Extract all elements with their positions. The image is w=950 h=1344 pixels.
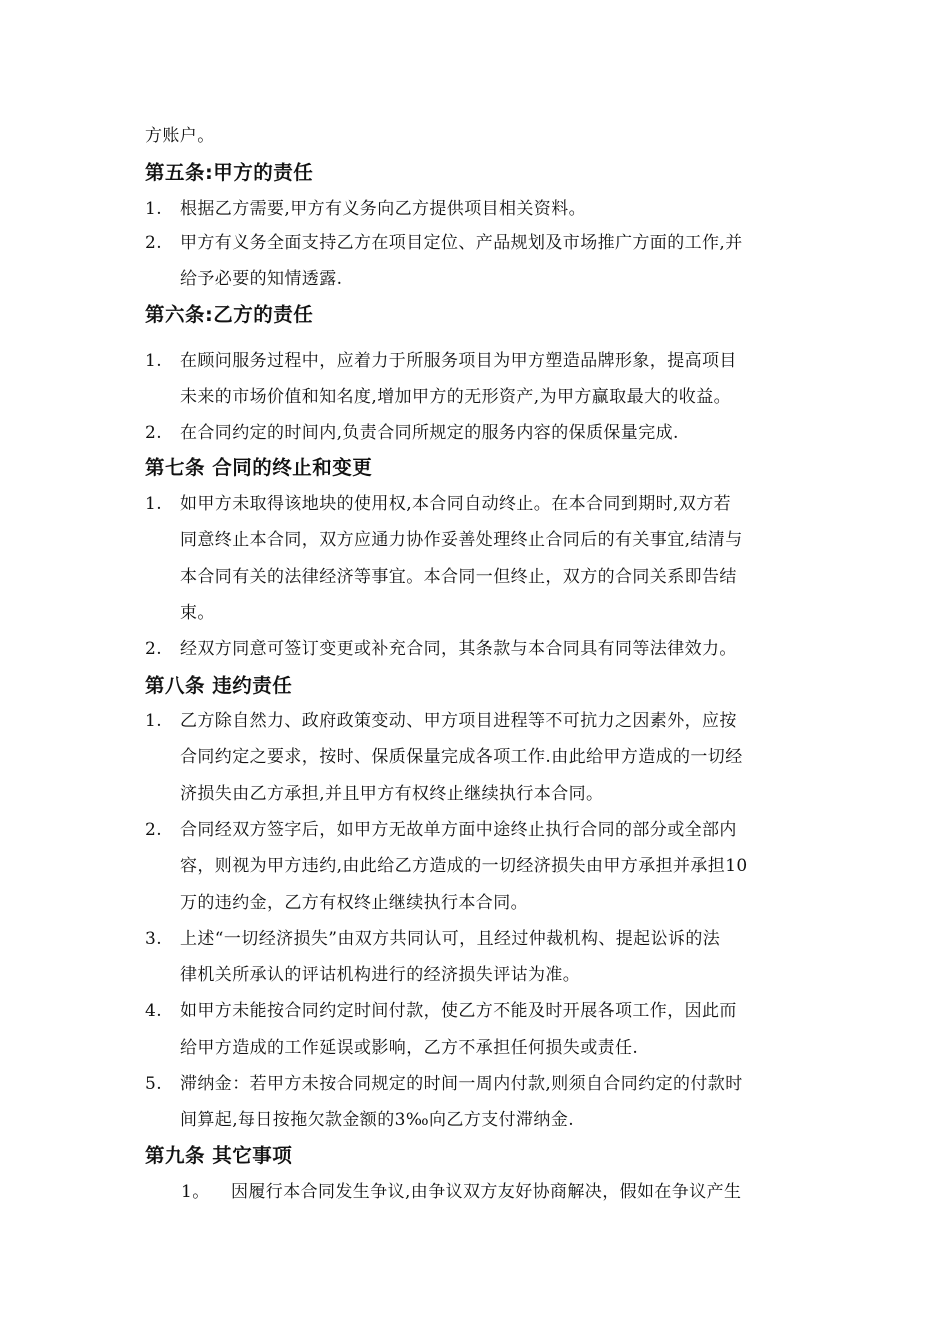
section-heading: 第七条 合同的终止和变更 xyxy=(145,456,373,479)
item-number: 2. xyxy=(145,820,163,840)
item-number: 2. xyxy=(145,639,163,659)
item-number: 1。 xyxy=(181,1182,210,1202)
item-text: 根据乙方需要,甲方有义务向乙方提供项目相关资料。 xyxy=(180,199,587,219)
item-text: 上述“一切经济损失”由双方共同认可，且经过仲裁机构、提起讼诉的法 xyxy=(180,929,721,949)
item-number: 3. xyxy=(145,929,163,949)
item-text-continued: 容，则视为甲方违约,由此给乙方造成的一切经济损失由甲方承担并承担10 xyxy=(180,856,748,876)
item-number: 2. xyxy=(145,423,163,443)
item-number: 1. xyxy=(145,494,163,514)
section-heading: 第五条:甲方的责任 xyxy=(145,161,314,184)
item-number: 5. xyxy=(145,1074,163,1094)
item-number: 2. xyxy=(145,233,163,253)
section-heading: 第九条 其它事项 xyxy=(145,1144,293,1167)
item-text-continued: 束。 xyxy=(180,603,215,623)
item-text-continued: 间算起,每日按拖欠款金额的3‰向乙方支付滞纳金. xyxy=(180,1110,575,1130)
item-text: 合同经双方签字后，如甲方无故单方面中途终止执行合同的部分或全部内 xyxy=(180,820,737,840)
item-number: 1. xyxy=(145,199,163,219)
section-heading: 第八条 违约责任 xyxy=(145,674,293,697)
item-text: 甲方有义务全面支持乙方在项目定位、产品规划及市场推广方面的工作,并 xyxy=(180,233,743,253)
item-text-continued: 未来的市场价值和知名度,增加甲方的无形资产,为甲方赢取最大的收益。 xyxy=(180,387,732,407)
item-number: 1. xyxy=(145,351,163,371)
item-text: 如甲方未取得该地块的使用权,本合同自动终止。在本合同到期时,双方若 xyxy=(180,494,732,514)
item-text: 因履行本合同发生争议,由争议双方友好协商解决，假如在争议产生 xyxy=(231,1182,742,1202)
text-line: 方账户。 xyxy=(145,126,215,146)
item-number: 1. xyxy=(145,711,163,731)
item-text-continued: 律机关所承认的评诂机构进行的经济损失评诂为准。 xyxy=(180,965,581,985)
item-text: 在合同约定的时间内,负责合同所规定的服务内容的保质保量完成. xyxy=(180,423,679,443)
item-text: 如甲方未能按合同约定时间付款，使乙方不能及时开展各项工作，因此而 xyxy=(180,1001,737,1021)
item-number: 4. xyxy=(145,1001,163,1021)
item-text-continued: 给甲方造成的工作延误或影响，乙方不承担任何损失或责任. xyxy=(180,1038,639,1058)
item-text: 滞纳金：若甲方未按合同规定的时间一周内付款,则须自合同约定的付款时 xyxy=(180,1074,743,1094)
item-text: 经双方同意可签订变更或补充合同，其条款与本合同具有同等法律效力。 xyxy=(180,639,737,659)
item-text: 在顾问服务过程中，应着力于所服务项目为甲方塑造品牌形象，提高项目 xyxy=(180,351,737,371)
item-text-continued: 济损失由乙方承担,并且甲方有权终止继续执行本合同。 xyxy=(180,784,604,804)
item-text-continued: 同意终止本合同，双方应通力协作妥善处理终止合同后的有关事宜,结清与 xyxy=(180,530,743,550)
item-text-continued: 本合同有关的法律经济等事宜。本合同一但终止，双方的合同关系即告结 xyxy=(180,567,737,587)
item-text-continued: 合同约定之要求，按时、保质保量完成各项工作.由此给甲方造成的一切经 xyxy=(180,747,743,767)
item-text-continued: 万的违约金，乙方有权终止继续执行本合同。 xyxy=(180,893,528,913)
item-text-continued: 给予必要的知情透露. xyxy=(180,269,343,289)
item-text: 乙方除自然力、政府政策变动、甲方项目进程等不可抗力之因素外，应按 xyxy=(180,711,737,731)
section-heading: 第六条:乙方的责任 xyxy=(145,303,314,326)
